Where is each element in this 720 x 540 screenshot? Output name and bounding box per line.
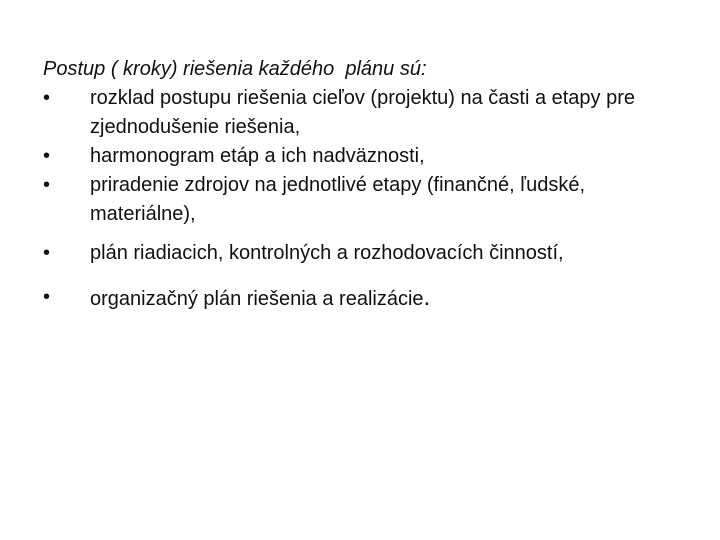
list-item-text xyxy=(90,283,650,314)
bullet-dot: • xyxy=(43,242,51,264)
slide-content xyxy=(43,55,693,314)
list-item-text: priradenie zdrojov na jednotlivé etapy (finančné, ľudské, materiálne), xyxy=(90,174,586,225)
list-item xyxy=(43,283,693,314)
bullet-dot: • xyxy=(43,286,51,308)
list-item xyxy=(43,239,693,268)
list-item-text: plán riadiacich, kontrolných a rozhodovacích činností, xyxy=(90,242,564,264)
list-item-end: . xyxy=(423,284,431,311)
bullet-dot: • xyxy=(43,145,51,167)
bullet-list xyxy=(43,84,693,314)
bullet-dot: • xyxy=(43,87,51,109)
bullet-dot: • xyxy=(43,174,51,196)
list-item-text: harmonogram etáp a ich nadväznosti, xyxy=(90,145,425,167)
list-item xyxy=(43,171,693,229)
list-item-body: organizačný plán riešenia a realizácie xyxy=(90,288,424,310)
list-item xyxy=(43,84,693,142)
list-item xyxy=(43,142,693,171)
list-item-text: rozklad postupu riešenia cieľov (projektu) na časti a etapy pre zjednodušenie riešenia, xyxy=(90,87,636,138)
heading: Postup ( kroky) riešenia každého plánu sú: xyxy=(43,58,427,80)
